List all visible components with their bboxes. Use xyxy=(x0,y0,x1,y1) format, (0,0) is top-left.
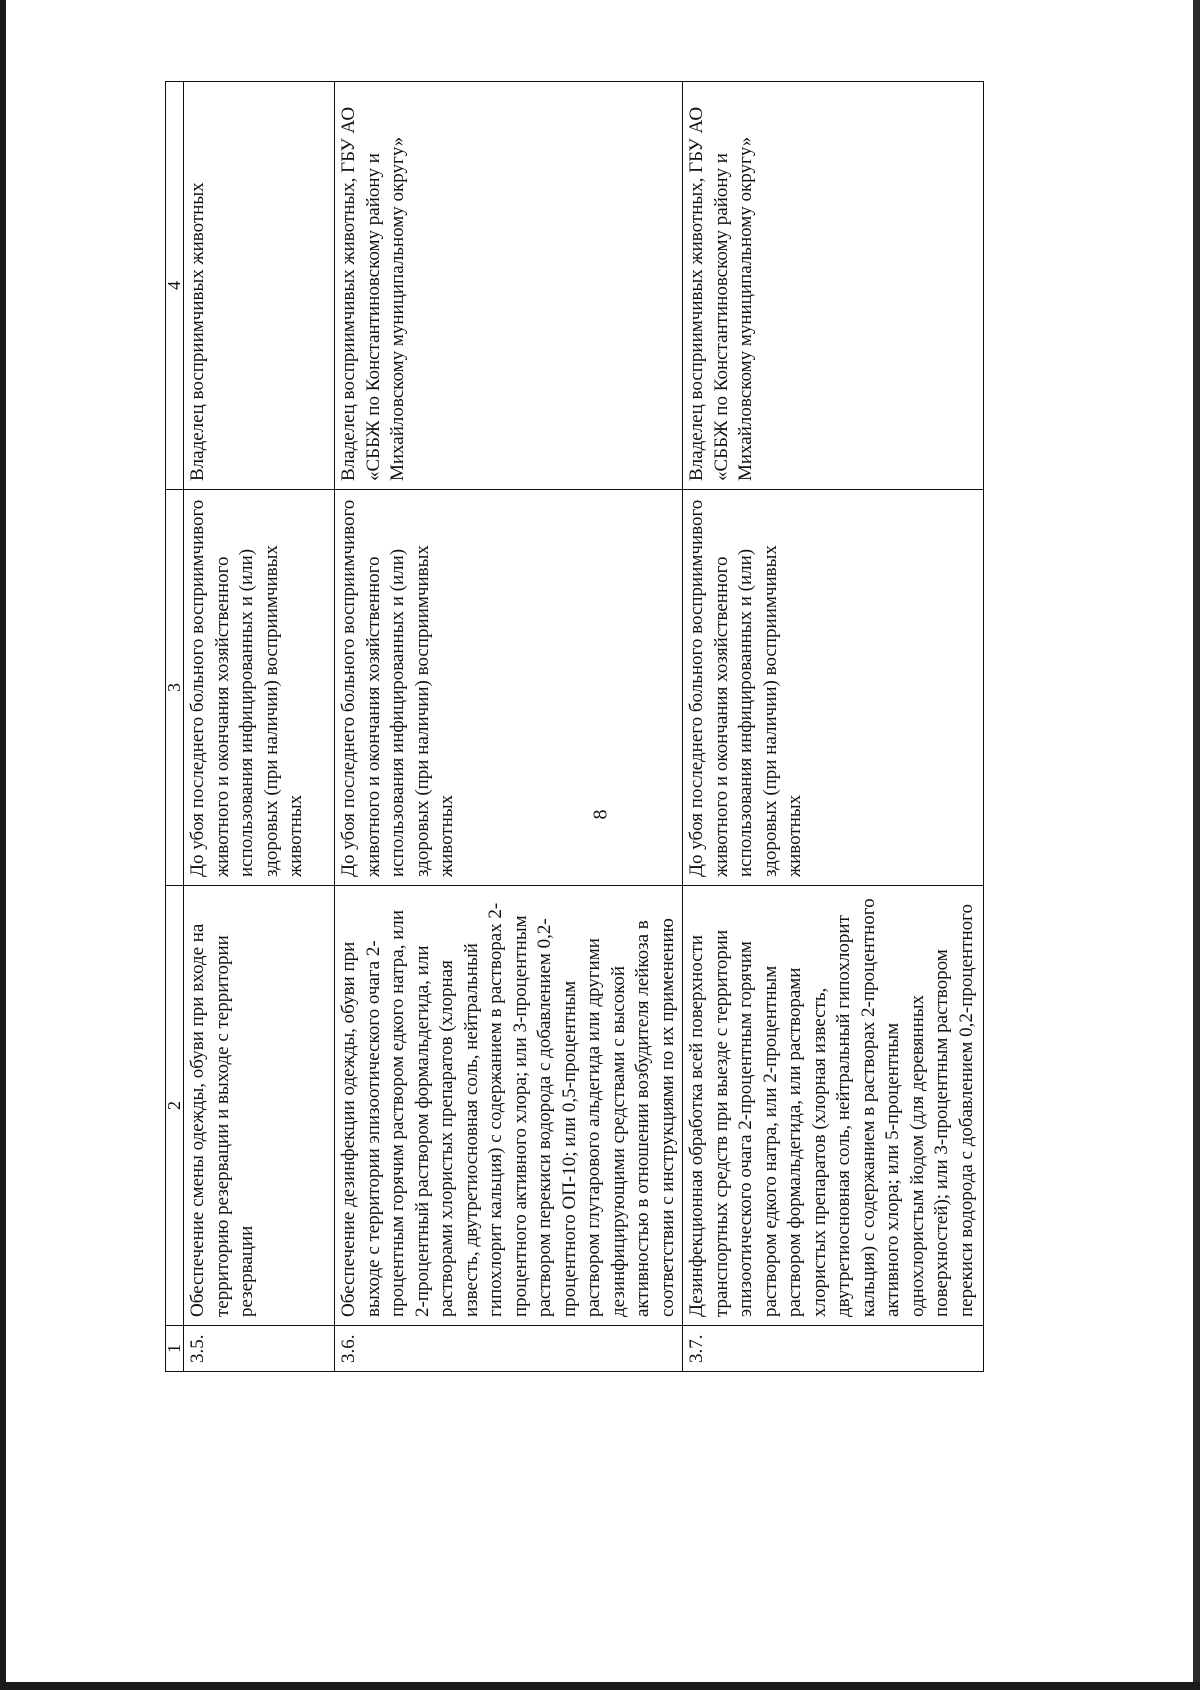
responsible-cell: Владелец восприимчивых животных xyxy=(184,82,335,490)
scan-border-left xyxy=(0,0,6,1690)
term-cell: До убоя последнего больного восприимчивого животного и окончания хозяйственного использования инфицированных и (или) здоровых (при наличии) восприимчивых животных xyxy=(683,490,984,886)
measures-table xyxy=(165,81,984,1372)
table-frame xyxy=(165,82,1065,1372)
term-cell: До убоя последнего больного восприимчивого животного и окончания хозяйственного использования инфицированных и (или) здоровых (при наличии) восприимчивых животных xyxy=(335,490,683,886)
row-number-cell: 3.7. xyxy=(683,1326,984,1372)
header-cell-3: 3 xyxy=(166,490,184,886)
rotated-table-wrapper xyxy=(165,82,1065,1372)
scan-border-bottom xyxy=(0,1682,1200,1690)
responsible-cell: Владелец восприимчивых животных, ГБУ АО «СББЖ по Константиновскому району и Михайловскому муниципальному округу» xyxy=(683,82,984,490)
action-cell: Дезинфекционная обработка всей поверхности транспортных средств при выезде с территории эпизоотического очага 2-процентным горячим раствором едкого натра, или 2-процентным раствором формальдегида, или растворами хлористых препаратов (хлорная известь, двутретиосновная соль, нейтральный гипохлорит кальция) с содержанием в растворах 2-процентного активного хлора; или 5-процентным однохлористым йодом (для деревянных поверхностей); или 3-процентным раствором перекиси водорода с добавлением 0,2-процентного xyxy=(683,886,984,1326)
responsible-cell: Владелец восприимчивых животных, ГБУ АО «СББЖ по Константиновскому району и Михайловскому муниципальному округу» xyxy=(335,82,683,490)
row-number-cell: 3.5. xyxy=(184,1326,335,1372)
page-number: 8 xyxy=(589,809,612,820)
action-cell: Обеспечение смены одежды, обуви при входе на территорию резервации и выходе с территории резервации xyxy=(184,886,335,1326)
row-number-cell: 3.6. xyxy=(335,1326,683,1372)
scan-border-right xyxy=(1193,0,1200,1690)
table-row xyxy=(335,82,683,1372)
header-cell-4: 4 xyxy=(166,82,184,490)
header-cell-2: 2 xyxy=(166,886,184,1326)
term-cell: До убоя последнего больного восприимчивого животного и окончания хозяйственного использования инфицированных и (или) здоровых (при наличии) восприимчивых животных xyxy=(184,490,335,886)
action-cell: Обеспечение дезинфекции одежды, обуви при выходе с территории эпизоотического очага 2-процентным горячим раствором едкого натра, или 2-процентный раствором формальдегида, или растворами хлористых препаратов (хлорная известь, двутретиосновная соль, нейтральный гипохлорит кальция) с содержанием в растворах 2-процентного активного хлора; или 3-процентным раствором перекиси водорода с добавлением 0,2-процентного ОП-10; или 0,5-процентным раствором глутарового альдегида или другими дезинфицирующими средствами с высокой активностью в отношении возбудителя лейкоза в соответствии с инструкциями по их применению xyxy=(335,886,683,1326)
table-row xyxy=(683,82,984,1372)
table-row xyxy=(184,82,335,1372)
table-header-row xyxy=(166,82,184,1372)
header-cell-1: 1 xyxy=(166,1326,184,1372)
